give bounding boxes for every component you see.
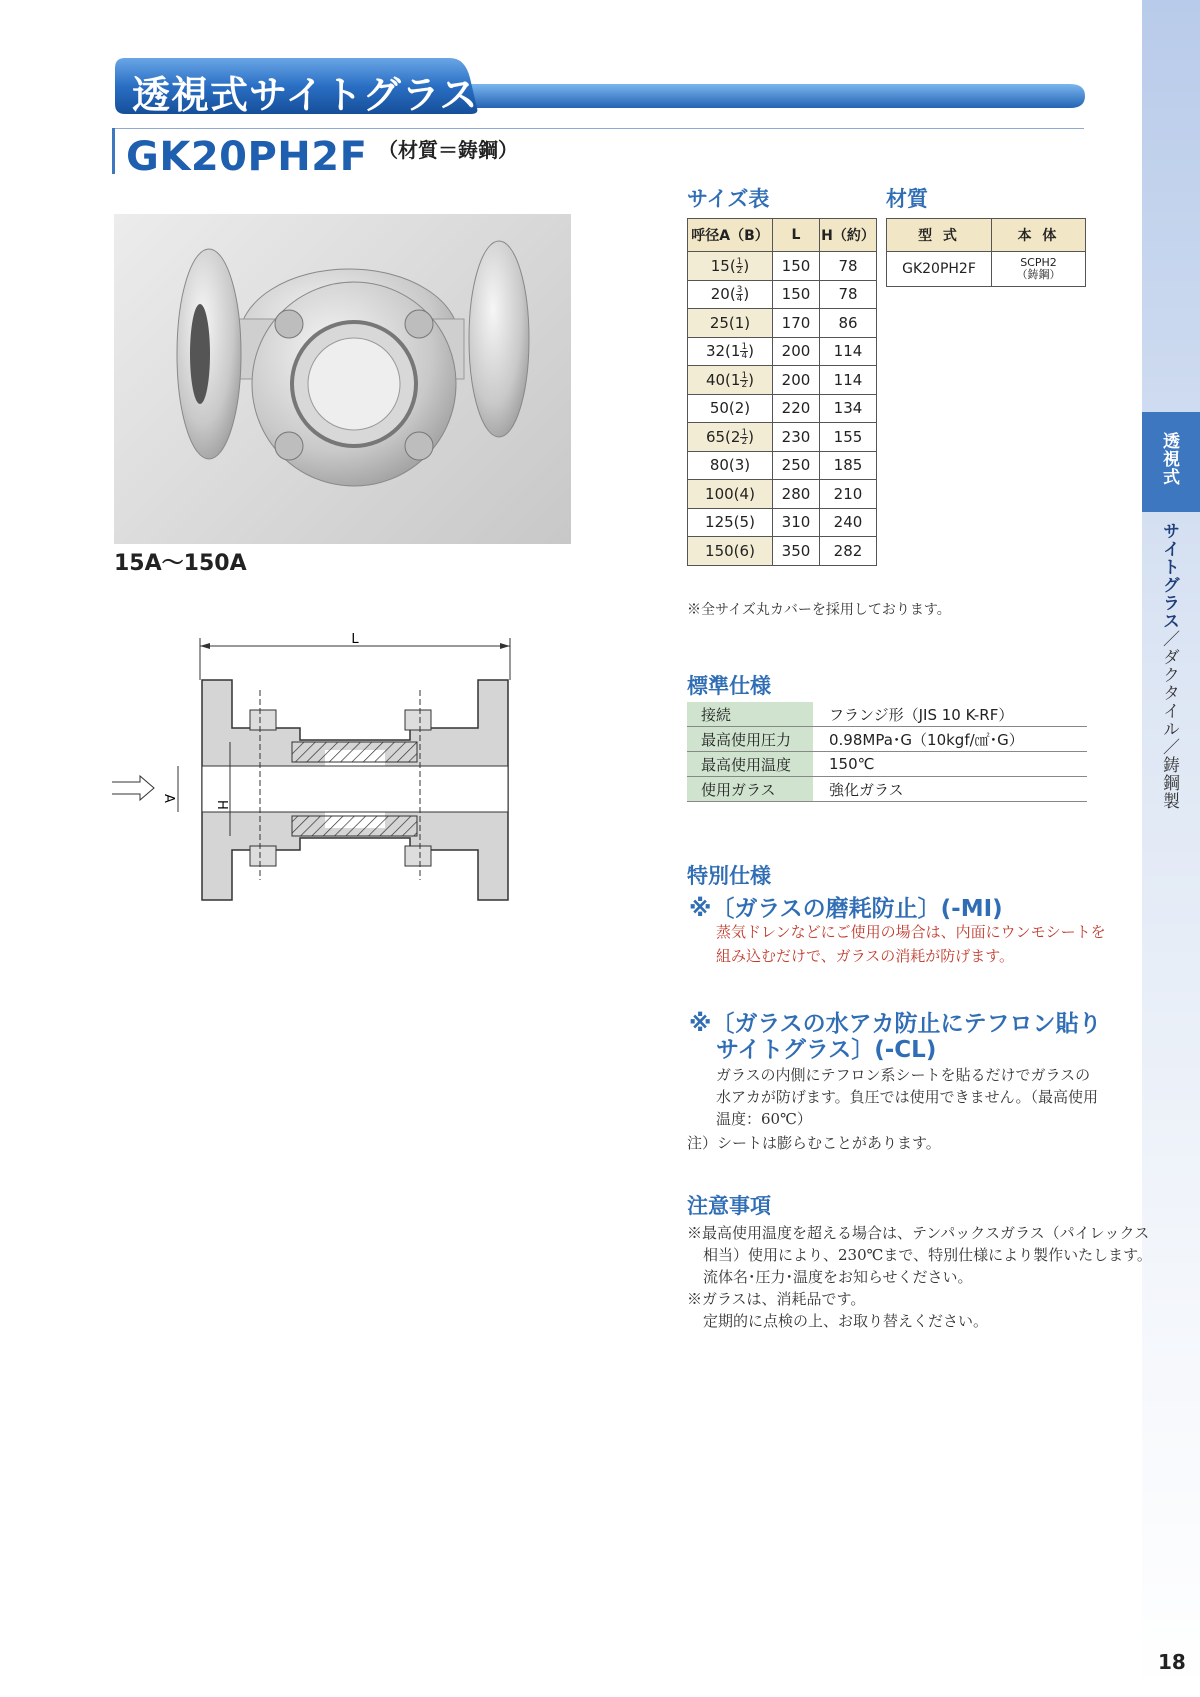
caution-title: 注意事項 <box>687 1194 771 1218</box>
table-row: 40(1 $\frac{1}{2}$ ) 200 114 <box>688 366 877 395</box>
dim-label-l: L <box>351 632 359 647</box>
side-tab-label: 透視式 <box>1159 432 1179 486</box>
side-tab-sub-rest: ／ダクタイル／鋳鋼製 <box>1159 630 1179 810</box>
special-mi-text-1: 蒸気ドレンなどにご使用の場合は、内面にウンモシートを <box>716 923 1106 941</box>
standard-spec-title: 標準仕様 <box>687 674 771 698</box>
cross-section-drawing <box>110 630 530 920</box>
side-tab-sub-bold: サイトグラス <box>1159 522 1179 630</box>
standard-spec-table <box>687 702 1087 802</box>
size-table <box>687 218 877 566</box>
dim-label-a: A <box>161 794 176 803</box>
table-row: 125(5) 310 240 <box>688 508 877 537</box>
col-l: L <box>773 219 820 252</box>
special-cl-text-3: 温度：60℃） <box>716 1110 812 1128</box>
size-table-header <box>688 219 877 252</box>
special-cl-title-2: サイトグラス〕(-CL) <box>716 1037 937 1063</box>
special-mi-text-2: 組み込むだけで、ガラスの消耗が防げます。 <box>716 947 1015 965</box>
page-title: 透視式サイトグラス <box>132 73 479 117</box>
side-tab-subcategory <box>1157 522 1182 810</box>
model-material-note: （材質＝鋳鋼） <box>378 138 518 162</box>
caution-line-2: 相当）使用により、230℃まで、特別仕様により製作いたします。 <box>703 1246 1152 1264</box>
caution-line-1: ※最高使用温度を超える場合は、テンパックスガラス（パイレックス <box>687 1224 1150 1242</box>
special-cl-note: 注）シートは膨らむことがあります。 <box>687 1134 941 1152</box>
special-cl-text-1: ガラスの内側にテフロン系シートを貼るだけでガラスの <box>716 1066 1091 1084</box>
page-number: 18 <box>1158 1650 1186 1674</box>
size-range-label: 15A〜150A <box>114 551 247 576</box>
size-table-title: サイズ表 <box>687 187 770 211</box>
table-row: 32(1 $\frac{1}{4}$ ) 200 114 <box>688 337 877 366</box>
dim-label-h: H <box>214 800 229 810</box>
size-table-note: ※全サイズ丸カバーを採用しております。 <box>687 602 951 618</box>
table-row: 最高使用圧力 0.98MPa･G（10kgf/㎠･G） <box>687 727 1087 752</box>
caution-line-5: 定期的に点検の上、お取り替えください。 <box>703 1312 989 1330</box>
col-body: 本 体 <box>992 219 1086 252</box>
special-cl-text-2: 水アカが防げます。負圧では使用できません。（最高使用 <box>716 1088 1099 1106</box>
col-model: 型 式 <box>887 219 992 252</box>
material-table <box>886 218 1086 287</box>
table-row: 接続 フランジ形（JIS 10 K-RF） <box>687 702 1087 727</box>
table-row: 20( $\frac{3}{4}$ ) 150 78 <box>688 280 877 309</box>
col-nominal: 呼径A（B） <box>688 219 773 252</box>
table-row: GK20PH2F SCPH2 （鋳鋼） <box>887 252 1086 287</box>
table-row: 使用ガラス 強化ガラス <box>687 777 1087 802</box>
model-divider <box>112 128 1084 129</box>
table-row: 25(1) 170 86 <box>688 309 877 338</box>
table-row: 150(6) 350 282 <box>688 537 877 566</box>
model-name: GK20PH2F <box>126 134 368 180</box>
product-photo <box>114 214 571 544</box>
caution-line-3: 流体名･圧力･温度をお知らせください。 <box>703 1268 973 1286</box>
table-row: 最高使用温度 150℃ <box>687 752 1087 777</box>
table-row: 100(4) 280 210 <box>688 480 877 509</box>
material-table-title: 材質 <box>886 187 928 211</box>
col-h: H（約） <box>820 219 877 252</box>
table-row: 50(2) 220 134 <box>688 394 877 423</box>
model-accent-bar <box>112 128 115 174</box>
table-row: 80(3) 250 185 <box>688 451 877 480</box>
special-mi-title: ※〔ガラスの磨耗防止〕(-MI) <box>689 896 1003 922</box>
side-index-strip <box>1142 0 1200 1697</box>
table-row: 65(2 $\frac{1}{2}$ ) 230 155 <box>688 423 877 452</box>
special-spec-title: 特別仕様 <box>687 864 771 888</box>
caution-line-4: ※ガラスは、消耗品です。 <box>687 1290 866 1308</box>
special-cl-title-1: ※〔ガラスの水アカ防止にテフロン貼り <box>689 1011 1102 1037</box>
table-row: 15( $\frac{1}{2}$ ) 150 78 <box>688 252 877 281</box>
